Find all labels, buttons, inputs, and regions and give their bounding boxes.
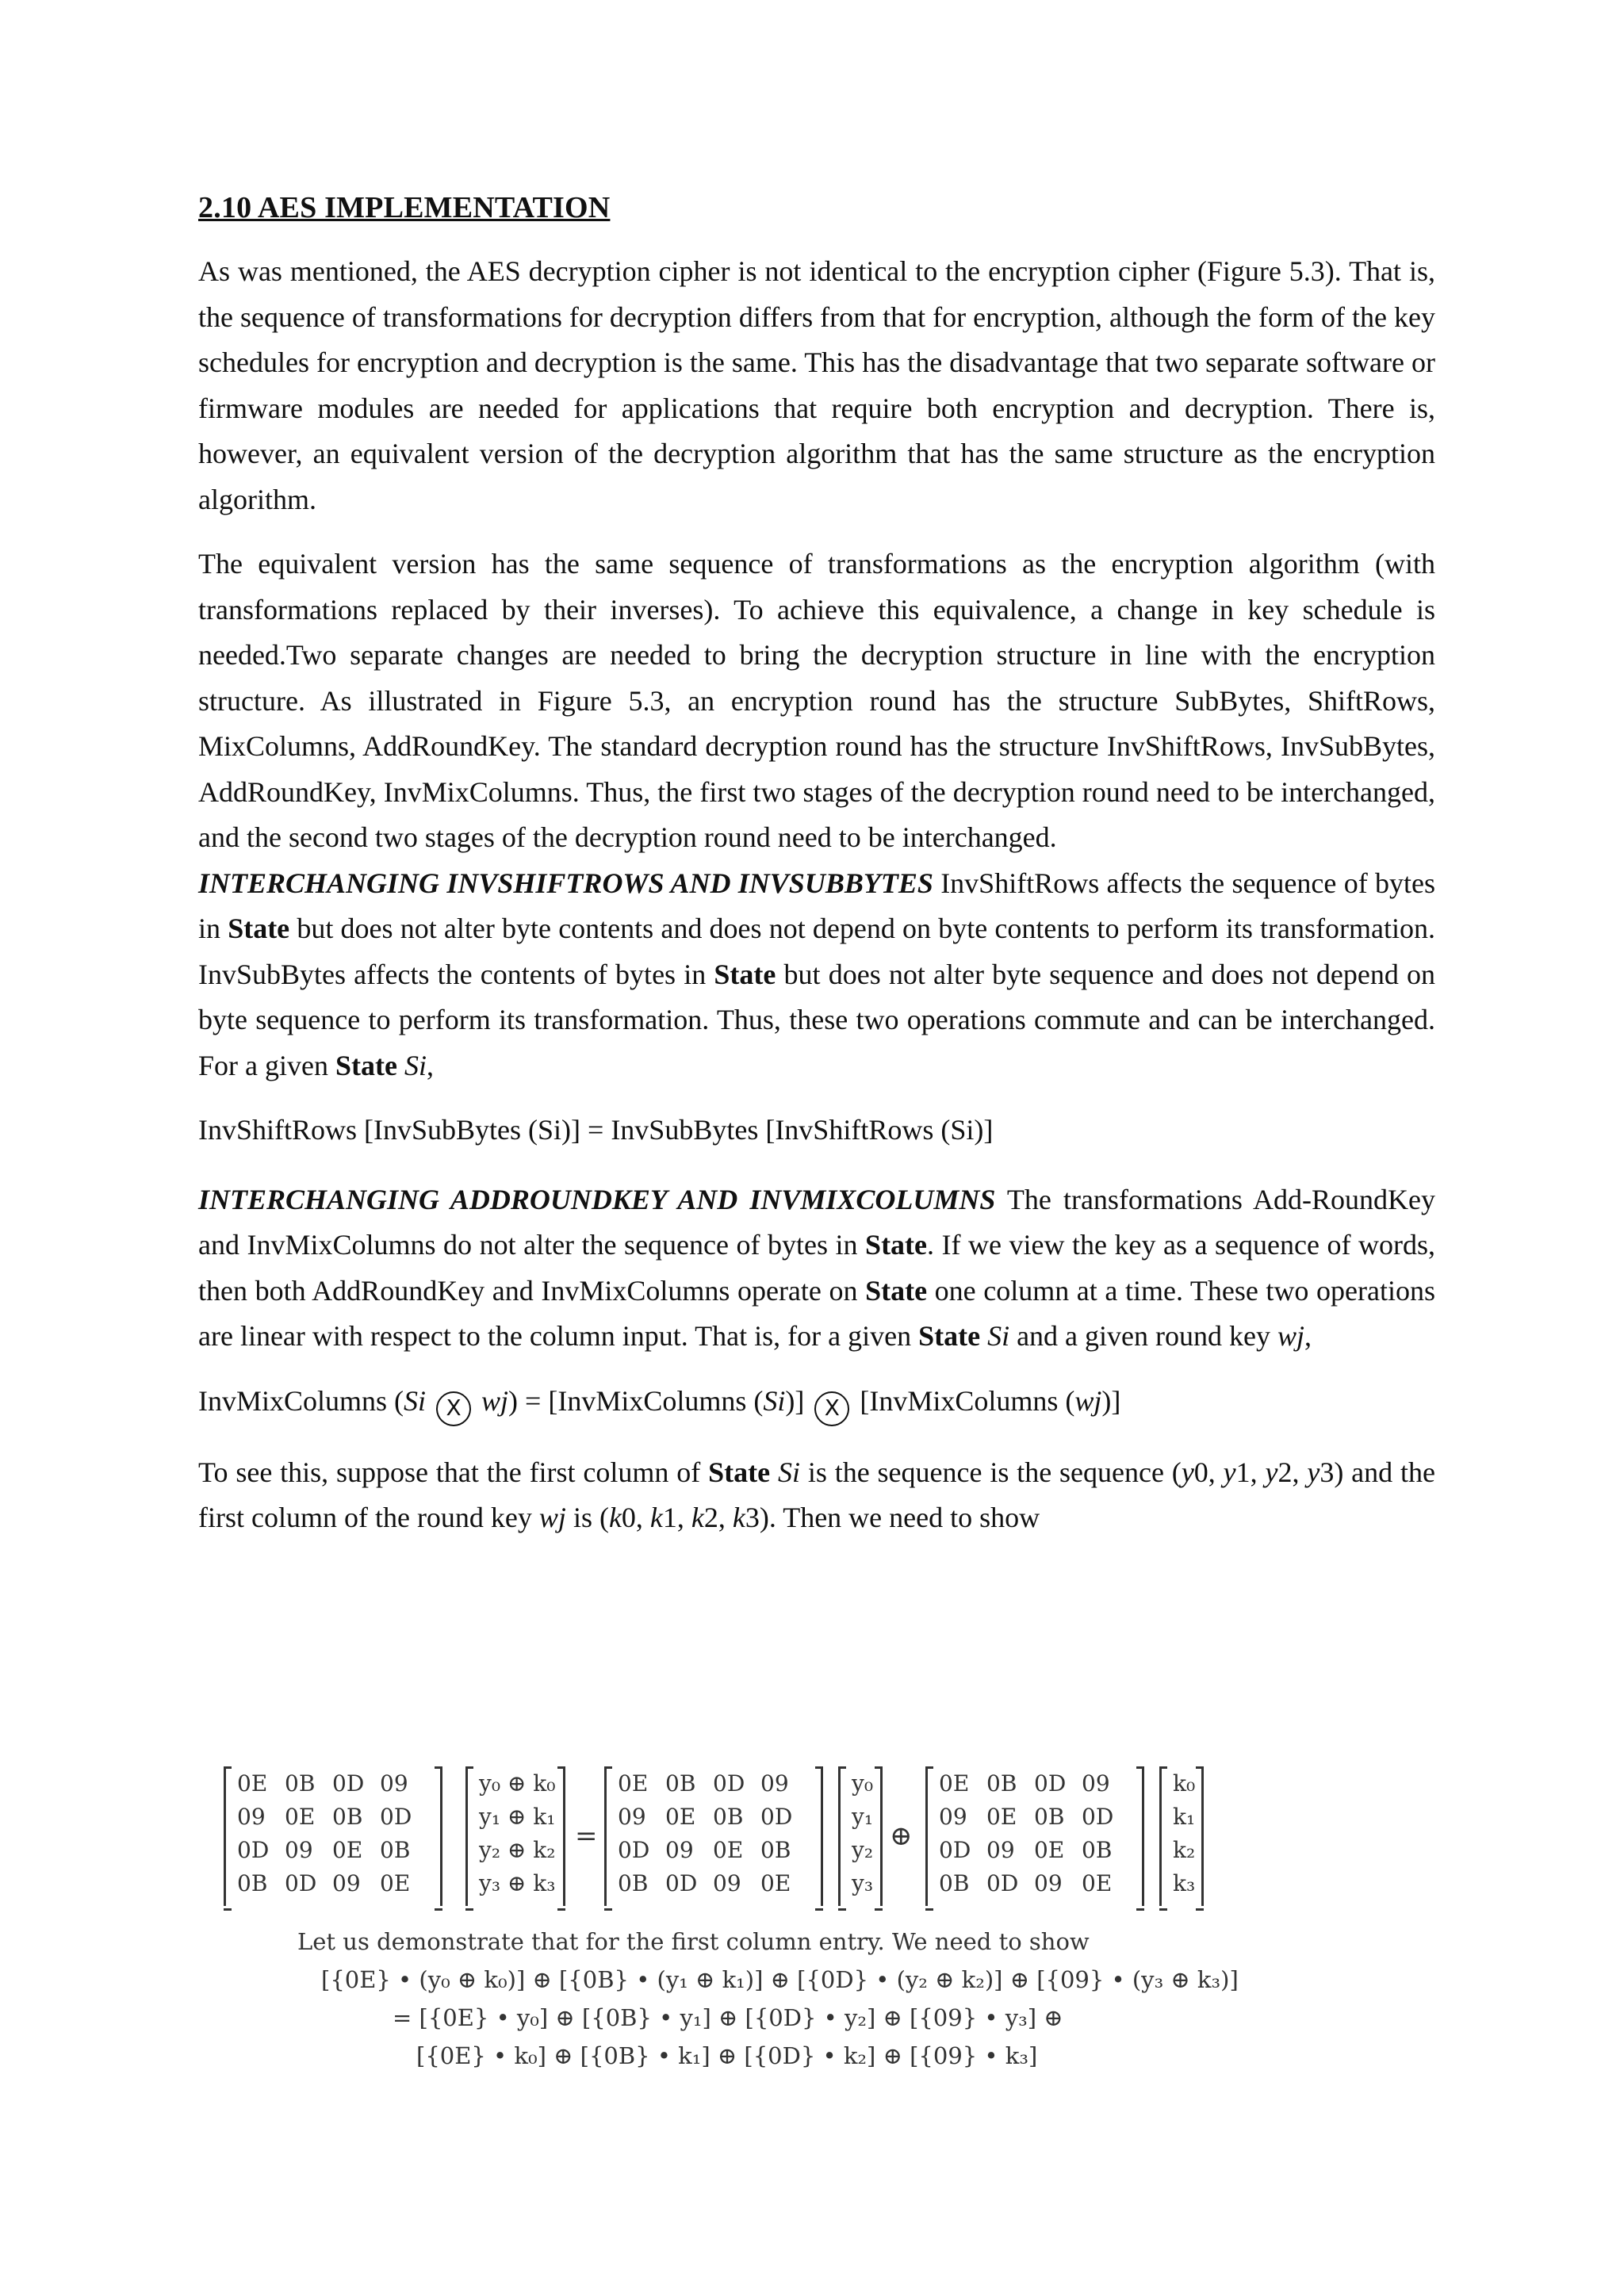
inv-mix-matrix [224,1766,442,1906]
matrix-cell: 0E [618,1770,649,1797]
paragraph-3 [198,861,1435,1089]
paragraph-2: The equivalent version has the same sequence of transformations as the encryption algorithm (with transformations replaced by their inverses). To achieve this equivalence, a change in key schedule is needed.Two separate changes are needed to bring the decryption structure in line with the encryption structure. As illustrated in Figure 5.3, an encryption round has the structure SubBytes, ShiftRows, MixColumns, AddRoundKey. The standard decryption round has the structure InvShiftRows, InvSubBytes, AddRoundKey, InvMixColumns. Thus, the first two stages of the decryption round need to be interchanged, and the second two stages of the decryption round need to be interchanged. [198,548,1435,853]
matrix-cell: 0D [1034,1770,1067,1797]
bold-term: State [918,1320,981,1352]
vector-cell: y₂ [852,1837,874,1863]
text: )] [1101,1384,1121,1417]
text: 0, [1193,1456,1224,1488]
matrix-cell: 0D [285,1870,317,1896]
matrix-cell: 0D [665,1870,698,1896]
demonstration-block [297,1923,1328,2075]
matrix-cell: 0B [665,1770,696,1797]
matrix-cell: 0B [939,1870,970,1896]
text: The transformations Add-RoundKey and InvMixColumns do not alter the sequence of bytes in [198,1183,1435,1261]
demo-line-1: [{0E} • (y₀ ⊕ k₀)] ⊕ [{0B} • (y₁ ⊕ k₁)] ⊕ [{0D} • (y₂ ⊕ k₂)] ⊕ [{09} • (y₃ ⊕ k₃)] [321,1966,1239,1993]
italic-term: wj [1277,1320,1304,1352]
matrix-cell: 09 [380,1770,408,1797]
text: is the sequence is the sequence ( [799,1456,1182,1488]
equation-2 [198,1379,1435,1426]
matrix-cell: 0E [285,1804,316,1830]
paragraph-5 [198,1450,1435,1541]
circled-x-icon: X [814,1391,849,1426]
italic-term: Si [763,1384,786,1417]
italic-term: y [1223,1456,1236,1488]
matrix-cell: 0B [237,1870,268,1896]
equation-1: InvShiftRows [InvSubBytes (Si)] = InvSubBytes [InvShiftRows (Si)] [198,1114,994,1146]
matrix-cell: 09 [285,1837,313,1863]
italic-term: Si [396,1049,427,1081]
matrix-cell: 0B [713,1804,744,1830]
demo-line-3: [{0E} • k₀] ⊕ [{0B} • k₁] ⊕ [{0D} • k₂] ⊕ [{09} • k₃] [416,2042,1038,2069]
text: InvMixColumns ( [198,1384,404,1417]
equals-sign: = [575,1820,598,1852]
inv-mix-matrix [925,1766,1144,1906]
matrix-cell: 0E [665,1804,696,1830]
italic-term: Si [980,1320,1010,1352]
demo-intro: Let us demonstrate that for the first column entry. We need to show [297,1928,1090,1955]
text: InvShiftRows affects the sequence of bytes in [198,867,1435,944]
matrix-cell: 0E [760,1870,791,1896]
italic-term: k [732,1502,745,1533]
k-vector [1159,1766,1204,1906]
paragraph-4 [198,1177,1435,1360]
text: 2, [703,1502,733,1533]
matrix-cell: 0E [380,1870,411,1896]
matrix-cell: 0B [618,1870,649,1896]
subheading-shiftrows: INTERCHANGING INVSHIFTROWS AND INVSUBBYTES [198,867,933,899]
matrix-cell: 0E [332,1837,363,1863]
italic-term: y [1181,1456,1194,1488]
matrix-cell: 09 [760,1770,789,1797]
matrix-cell: 09 [1034,1870,1063,1896]
text: 2, [1277,1456,1308,1488]
italic-term: wj [1074,1384,1102,1417]
matrix-cell: 0D [986,1870,1019,1896]
italic-term: k [608,1502,622,1533]
matrix-cell: 0D [713,1770,745,1797]
document-page [198,190,1435,1560]
matrix-cell: 0D [1082,1804,1114,1830]
matrix-cell: 09 [986,1837,1015,1863]
subheading-addroundkey: INTERCHANGING ADDROUNDKEY AND INVMIXCOLUMNS [198,1183,996,1215]
matrix-cell: 0B [285,1770,316,1797]
matrix-cell: 0B [332,1804,363,1830]
matrix-cell: 0E [713,1837,744,1863]
inv-mix-matrix [604,1766,823,1906]
xor-sign: ⊕ [890,1820,913,1852]
vector-cell: y₀ [852,1770,874,1797]
text: ) = [InvMixColumns ( [508,1384,764,1417]
bold-term: State [714,958,776,990]
text: , [1304,1320,1312,1352]
bold-term: State [335,1049,397,1081]
vector-cell: k₂ [1173,1837,1196,1863]
text: 0, [621,1502,650,1533]
matrix-equation [224,1766,1254,1909]
y-vector [838,1766,883,1906]
matrix-cell: 09 [332,1870,361,1896]
paragraph-1: As was mentioned, the AES decryption cipher is not identical to the encryption cipher (Figure 5.3). That is, the sequence of transformations for decryption differs from that for encryption, although the form of the key schedules for encryption and decryption is the same. This has the disadvantage that two separate software or firmware modules are needed for applications that require both encryption and decryption. There is, however, an equivalent version of the decryption algorithm that has the same structure as the encryption algorithm. [198,255,1435,515]
matrix-cell: 0B [1082,1837,1113,1863]
text: one column at a time. These two operations are linear with respect to the column input. That is, for a given [198,1274,1435,1352]
bold-term: State [708,1456,771,1488]
italic-term: y [1265,1456,1278,1488]
vector-cell: y₃ ⊕ k₃ [479,1870,556,1896]
section-heading: 2.10 AES IMPLEMENTATION [198,191,611,224]
matrix-cell: 0E [939,1770,970,1797]
text: 1, [662,1502,691,1533]
matrix-cell: 09 [665,1837,694,1863]
matrix-cell: 0D [939,1837,971,1863]
text: is ( [565,1502,609,1533]
vector-cell: y₀ ⊕ k₀ [479,1770,556,1797]
italic-term: k [691,1502,704,1533]
italic-term: wj [474,1384,509,1417]
bold-term: State [865,1274,928,1307]
vector-cell: k₃ [1173,1870,1196,1896]
vector-cell: y₁ ⊕ k₁ [479,1804,556,1830]
italic-term: wj [538,1502,566,1533]
text: 1, [1235,1456,1266,1488]
text: )] [785,1384,805,1417]
matrix-cell: 0B [986,1770,1017,1797]
vector-cell: y₃ [852,1870,874,1896]
matrix-cell: 09 [713,1870,741,1896]
text: 3) and the first column of the round key [198,1456,1435,1533]
text: 3). Then we need to show [745,1502,1040,1533]
matrix-cell: 0D [618,1837,650,1863]
matrix-cell: 09 [939,1804,967,1830]
bold-term: State [865,1229,928,1261]
italic-term: y [1307,1456,1320,1488]
matrix-cell: 0D [380,1804,412,1830]
italic-term: Si [404,1384,427,1417]
matrix-cell: 0D [760,1804,793,1830]
vector-cell: k₀ [1173,1770,1196,1797]
circled-x-icon: X [436,1391,471,1426]
vector-cell: k₁ [1173,1804,1196,1830]
text: , [426,1049,434,1081]
vector-cell: y₂ ⊕ k₂ [479,1837,556,1863]
text: but does not alter byte sequence and does not depend on byte sequence to perform its transformation. Thus, these two operations commute and can be interchanged. For a given [198,958,1435,1081]
demo-line-2: = [{0E} • y₀] ⊕ [{0B} • y₁] ⊕ [{0D} • y₂] ⊕ [{09} • y₃] ⊕ [393,2004,1063,2031]
matrix-cell: 0B [1034,1804,1065,1830]
vector-cell: y₁ [852,1804,874,1830]
matrix-cell: 0D [237,1837,270,1863]
text: To see this, suppose that the first column of [198,1456,709,1488]
bold-term: State [228,913,290,944]
italic-term: Si [770,1456,800,1488]
text: but does not alter byte contents and does not depend on byte contents to perform its transformation. InvSubBytes affects the contents of bytes in [198,913,1435,990]
matrix-cell: 09 [1082,1770,1110,1797]
matrix-cell: 0E [1034,1837,1065,1863]
matrix-cell: 0E [237,1770,268,1797]
matrix-cell: 0B [380,1837,411,1863]
matrix-cell: 0B [760,1837,791,1863]
matrix-cell: 0D [332,1770,365,1797]
text: [InvMixColumns ( [852,1384,1075,1417]
matrix-cell: 0E [1082,1870,1113,1896]
matrix-cell: 0E [986,1804,1017,1830]
yk-vector [465,1766,565,1906]
text: . If we view the key as a sequence of words, then both AddRoundKey and InvMixColumns operate on [198,1229,1435,1307]
text: and a given round key [1009,1320,1277,1352]
italic-term: k [649,1502,663,1533]
matrix-cell: 09 [618,1804,646,1830]
matrix-cell: 09 [237,1804,266,1830]
